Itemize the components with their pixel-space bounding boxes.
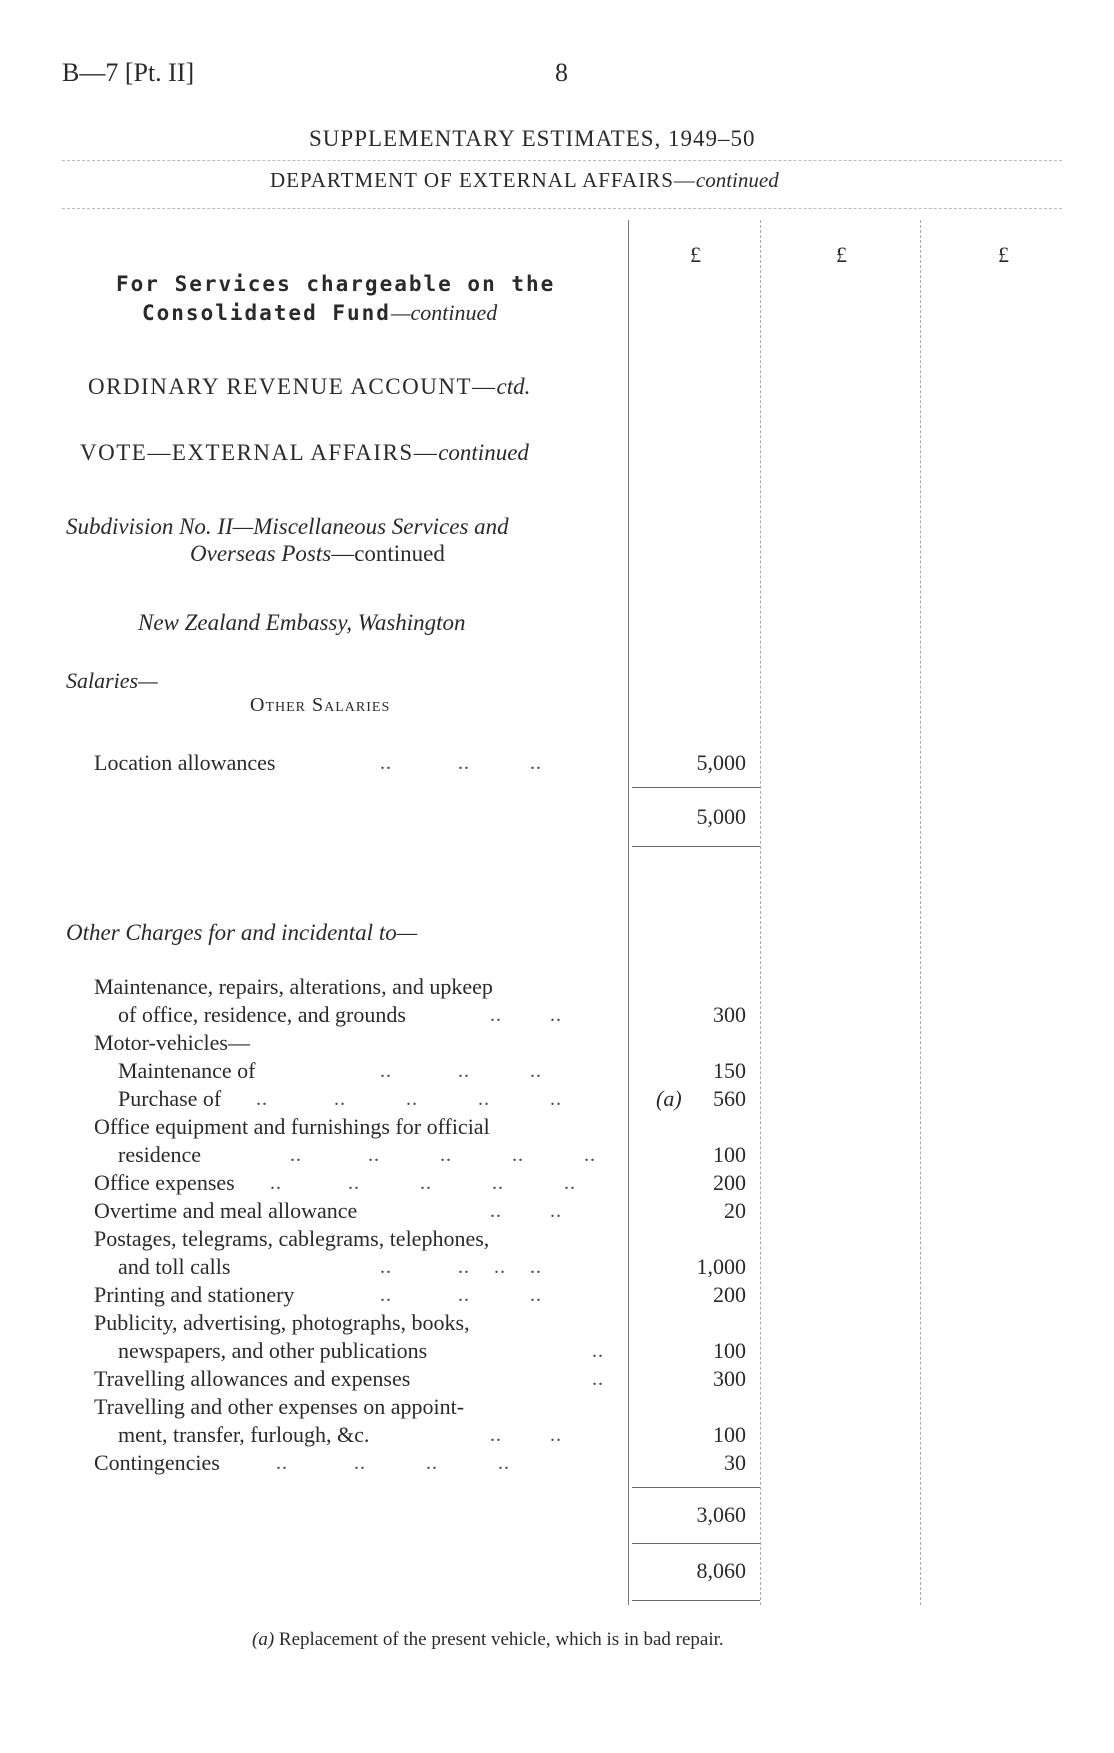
purchase-footnote-mark: (a) <box>656 1086 682 1111</box>
embassy-heading: New Zealand Embassy, Washington <box>138 610 466 635</box>
leader-dots: .. .. <box>490 1200 562 1222</box>
charge-overtime-amount: 20 <box>724 1198 746 1223</box>
charge-travelling-other-amount: 100 <box>713 1422 746 1447</box>
leader-dots: .. .. .. <box>380 1284 542 1306</box>
column-divider-2 <box>760 220 761 1605</box>
leader-dots: .. .. .. <box>380 1060 542 1082</box>
footnote <box>252 1629 724 1651</box>
leader-dots: .. .. .. .. .. <box>256 1088 562 1110</box>
charge-office-equipment-line2: residence <box>118 1142 202 1167</box>
charge-vehicle-purchase-amount: 560 <box>713 1086 746 1111</box>
leader-dots: .. .. .. <box>380 752 542 774</box>
services-heading-line1: For Services chargeable on the <box>116 272 556 296</box>
department-rule <box>62 208 1062 209</box>
subdivision-heading-line2 <box>190 541 445 567</box>
department-name: DEPARTMENT OF EXTERNAL AFFAIRS— <box>270 168 696 192</box>
leader-dots: .. .. <box>490 1004 562 1026</box>
charge-office-expenses-amount: 200 <box>713 1170 746 1195</box>
closing-rule <box>632 1600 760 1601</box>
salaries-heading: Salaries— <box>66 668 158 693</box>
leader-dots: .. .. .. .. .. <box>270 1172 576 1194</box>
charge-travelling-allowances-amount: 300 <box>713 1366 746 1391</box>
charge-postages-line2: and toll calls <box>118 1254 231 1279</box>
vote-continued: continued <box>438 440 529 465</box>
charge-travelling-allowances: Travelling allowances and expenses <box>94 1366 411 1391</box>
charge-maintenance-line1: Maintenance, repairs, alterations, and upkeep <box>94 974 493 999</box>
charge-publicity-line2: newspapers, and other publications <box>118 1338 428 1363</box>
department-heading <box>270 168 779 193</box>
charge-office-expenses: Office expenses <box>94 1170 235 1195</box>
page-reference: B—7 [Pt. II] <box>62 58 195 87</box>
salary-subtotal: 5,000 <box>696 804 746 829</box>
charge-postages-line1: Postages, telegrams, cablegrams, telephones, <box>94 1226 490 1251</box>
services-heading-line2 <box>142 300 497 326</box>
charges-subtotal: 3,060 <box>696 1502 746 1527</box>
charge-vehicle-maintenance: Maintenance of <box>118 1058 256 1083</box>
document-title: SUPPLEMENTARY ESTIMATES, 1949–50 <box>309 126 756 151</box>
subdivision-heading-line1: Subdivision No. II—Miscellaneous Services and <box>66 514 509 539</box>
column-header-2: £ <box>836 242 847 267</box>
charge-office-equipment-amount: 100 <box>713 1142 746 1167</box>
leader-dots: .. .. .. .. <box>380 1256 542 1278</box>
vote-heading <box>80 440 529 466</box>
column-header-1: £ <box>690 242 701 267</box>
salary-subtotal-rule <box>632 787 760 788</box>
charge-vehicle-maintenance-amount: 150 <box>713 1058 746 1083</box>
column-header-3: £ <box>998 242 1009 267</box>
column-divider-3 <box>920 220 921 1605</box>
account-name: ORDINARY REVENUE ACCOUNT— <box>88 374 497 399</box>
other-charges-heading: Other Charges for and incidental to— <box>66 920 418 945</box>
charge-motor-vehicles: Motor-vehicles— <box>94 1030 250 1055</box>
services-continued: —continued <box>390 300 498 325</box>
vote-name: VOTE—EXTERNAL AFFAIRS— <box>80 440 439 465</box>
charge-postages-amount: 1,000 <box>696 1254 746 1279</box>
charge-printing: Printing and stationery <box>94 1282 295 1307</box>
grand-total: 8,060 <box>696 1558 746 1583</box>
leader-dots: .. <box>592 1368 604 1390</box>
charge-printing-amount: 200 <box>713 1282 746 1307</box>
charge-office-equipment-line1: Office equipment and furnishings for official <box>94 1114 490 1139</box>
charge-contingencies-amount: 30 <box>724 1450 746 1475</box>
charge-travelling-other-line2: ment, transfer, furlough, &c. <box>118 1422 370 1447</box>
salary-close-rule <box>632 846 760 847</box>
charge-vehicle-purchase: Purchase of <box>118 1086 222 1111</box>
leader-dots: .. .. .. .. <box>276 1452 510 1474</box>
charge-maintenance-line2: of office, residence, and grounds <box>118 1002 406 1027</box>
charge-travelling-other-line1: Travelling and other expenses on appoint- <box>94 1394 465 1419</box>
grand-total-rule <box>632 1543 760 1544</box>
page-number: 8 <box>555 58 568 87</box>
charges-subtotal-rule <box>632 1487 760 1488</box>
footnote-text: Replacement of the present vehicle, which is in bad repair. <box>278 1629 724 1650</box>
charge-publicity-amount: 100 <box>713 1338 746 1363</box>
charge-contingencies: Contingencies <box>94 1450 220 1475</box>
services-fund-name: Consolidated Fund <box>142 301 391 325</box>
charge-publicity-line1: Publicity, advertising, photographs, books, <box>94 1310 470 1335</box>
leader-dots: .. <box>592 1340 604 1362</box>
charge-maintenance-amount: 300 <box>713 1002 746 1027</box>
other-salaries-heading: Other Salaries <box>250 694 391 716</box>
leader-dots: .. .. <box>490 1424 562 1446</box>
title-rule <box>62 160 1062 161</box>
column-divider-1 <box>628 220 629 1605</box>
account-continued: ctd. <box>496 374 531 399</box>
department-continued: continued <box>695 168 779 192</box>
charge-overtime: Overtime and meal allowance <box>94 1198 358 1223</box>
footnote-mark: (a) <box>252 1629 275 1650</box>
salary-amount: 5,000 <box>696 750 746 775</box>
leader-dots: .. .. .. .. .. <box>290 1144 596 1166</box>
subdivision-continued: —continued <box>331 541 445 566</box>
salary-item-location-allowances: Location allowances <box>94 750 276 775</box>
subdivision-posts: Overseas Posts <box>190 541 332 566</box>
account-heading <box>88 374 530 400</box>
